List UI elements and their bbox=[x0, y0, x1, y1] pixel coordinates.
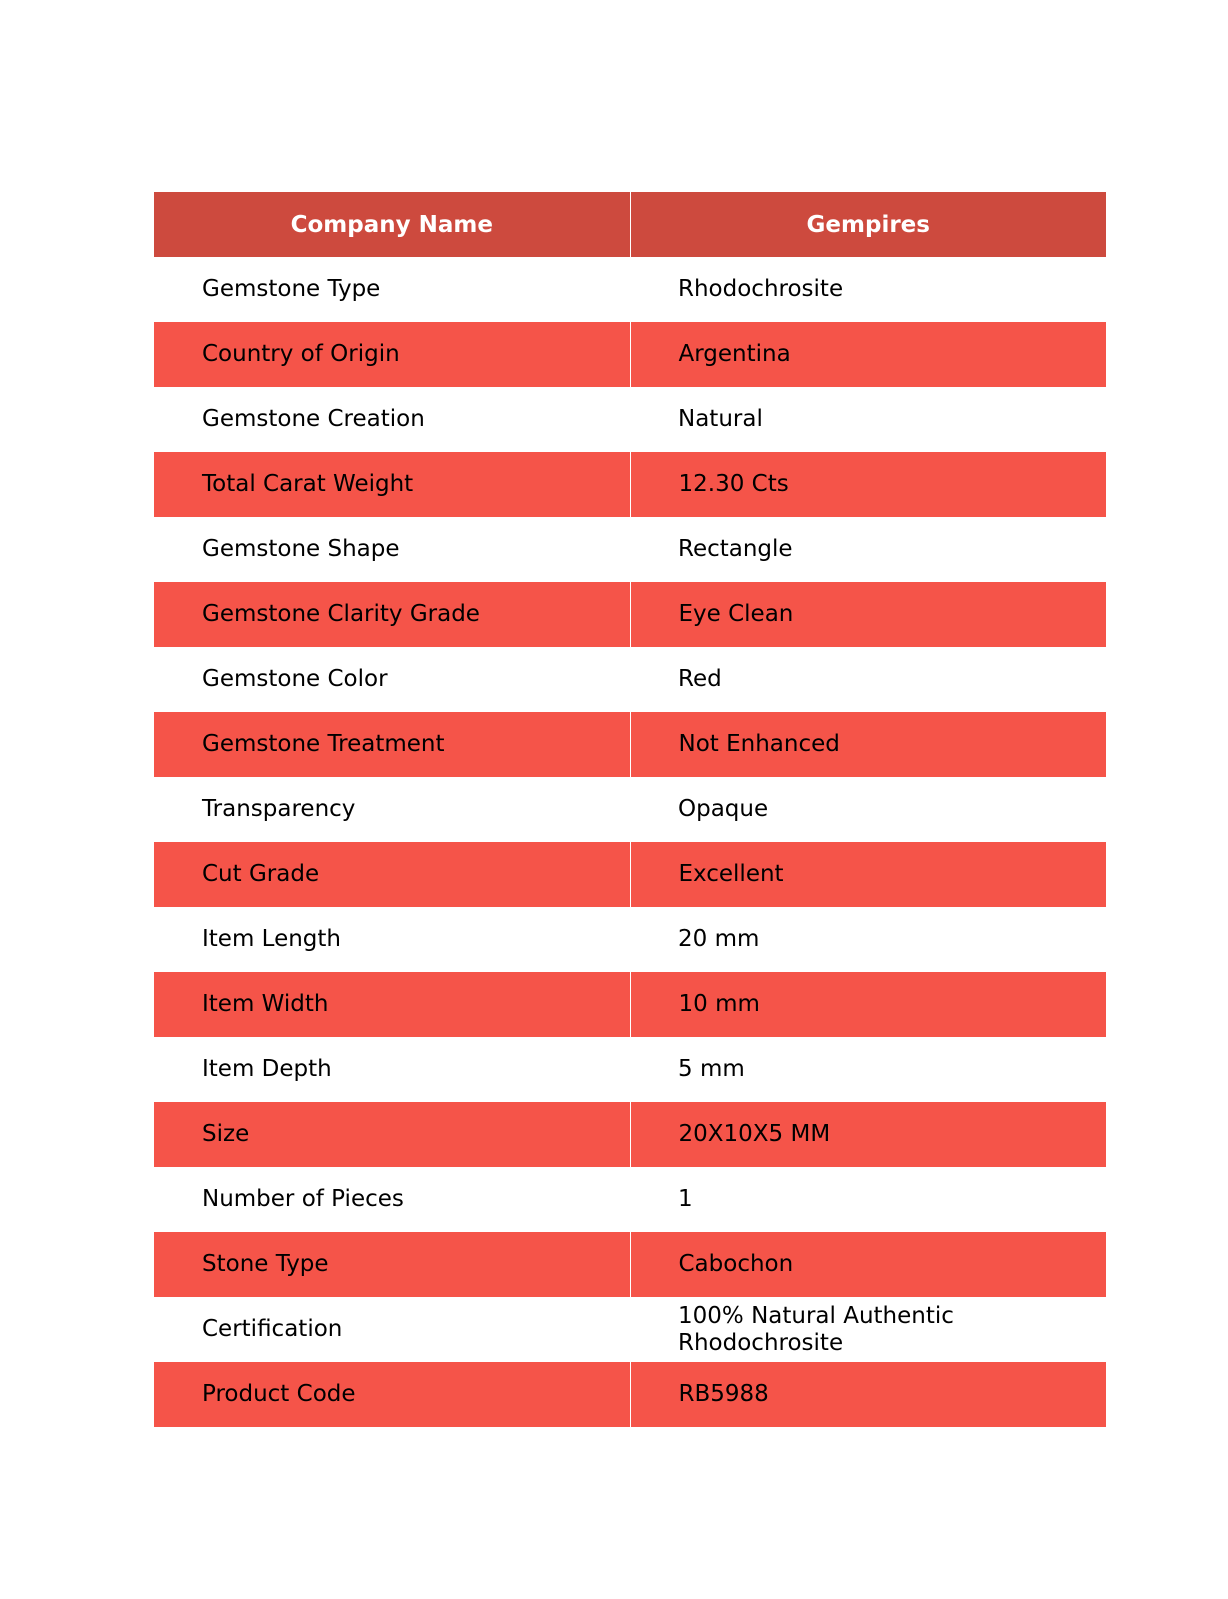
gemstone-spec-table bbox=[154, 192, 1106, 1427]
row-label-cell: Total Carat Weight bbox=[154, 452, 630, 517]
row-value-cell: Cabochon bbox=[630, 1232, 1106, 1297]
row-value-cell: Red bbox=[678, 666, 722, 693]
table-row bbox=[154, 1232, 1106, 1297]
row-label-cell: Gemstone Shape bbox=[202, 536, 400, 563]
row-value-cell: 10 mm bbox=[630, 972, 1106, 1037]
row-value-cell: Opaque bbox=[678, 796, 769, 823]
row-label-cell: Item Length bbox=[202, 926, 341, 953]
table-row bbox=[154, 322, 1106, 387]
row-label-cell: Gemstone Type bbox=[202, 276, 381, 303]
row-label-cell: Item Width bbox=[154, 972, 630, 1037]
row-value-cell: 1 bbox=[678, 1186, 693, 1213]
row-label-cell: Number of Pieces bbox=[202, 1186, 404, 1213]
table-row bbox=[154, 452, 1106, 517]
row-label-cell: Stone Type bbox=[154, 1232, 630, 1297]
row-label-cell: Gemstone Treatment bbox=[154, 712, 630, 777]
row-value-cell: 20X10X5 MM bbox=[630, 1102, 1106, 1167]
row-value-cell: RB5988 bbox=[630, 1362, 1106, 1427]
row-value-cell: Excellent bbox=[630, 842, 1106, 907]
row-label-cell: Certification bbox=[202, 1316, 343, 1343]
table-row bbox=[154, 1297, 1106, 1362]
table-row bbox=[154, 387, 1106, 452]
row-value-cell: 100% Natural Authentic Rhodochrosite bbox=[678, 1303, 954, 1356]
row-label-cell: Size bbox=[154, 1102, 630, 1167]
row-label-cell: Country of Origin bbox=[154, 322, 630, 387]
row-label-cell: Gemstone Clarity Grade bbox=[154, 582, 630, 647]
table-row bbox=[154, 712, 1106, 777]
row-value-cell: Rectangle bbox=[678, 536, 793, 563]
table-header-row bbox=[154, 192, 1106, 257]
row-label-cell: Transparency bbox=[202, 796, 356, 823]
row-label-cell: Gemstone Color bbox=[202, 666, 388, 693]
table-row bbox=[154, 907, 1106, 972]
header-value-cell: Gempires bbox=[630, 192, 1106, 257]
row-label-cell: Product Code bbox=[154, 1362, 630, 1427]
header-label-cell: Company Name bbox=[154, 192, 630, 257]
table-row bbox=[154, 777, 1106, 842]
table-row bbox=[154, 1037, 1106, 1102]
row-value-cell: 20 mm bbox=[678, 926, 760, 953]
row-label-cell: Cut Grade bbox=[154, 842, 630, 907]
row-value-cell: Eye Clean bbox=[630, 582, 1106, 647]
table-row bbox=[154, 1362, 1106, 1427]
table-row bbox=[154, 647, 1106, 712]
table-row bbox=[154, 1167, 1106, 1232]
table-body bbox=[154, 257, 1106, 1427]
row-value-cell: 12.30 Cts bbox=[630, 452, 1106, 517]
table-row bbox=[154, 257, 1106, 322]
row-value-cell: 5 mm bbox=[678, 1056, 745, 1083]
row-value-cell: Not Enhanced bbox=[630, 712, 1106, 777]
table-row bbox=[154, 842, 1106, 907]
table-row bbox=[154, 582, 1106, 647]
table-row bbox=[154, 972, 1106, 1037]
row-value-cell: Rhodochrosite bbox=[678, 276, 844, 303]
row-value-cell: Natural bbox=[678, 406, 763, 433]
table-row bbox=[154, 517, 1106, 582]
table-row bbox=[154, 1102, 1106, 1167]
row-label-cell: Gemstone Creation bbox=[202, 406, 425, 433]
row-label-cell: Item Depth bbox=[202, 1056, 332, 1083]
row-value-cell: Argentina bbox=[630, 322, 1106, 387]
